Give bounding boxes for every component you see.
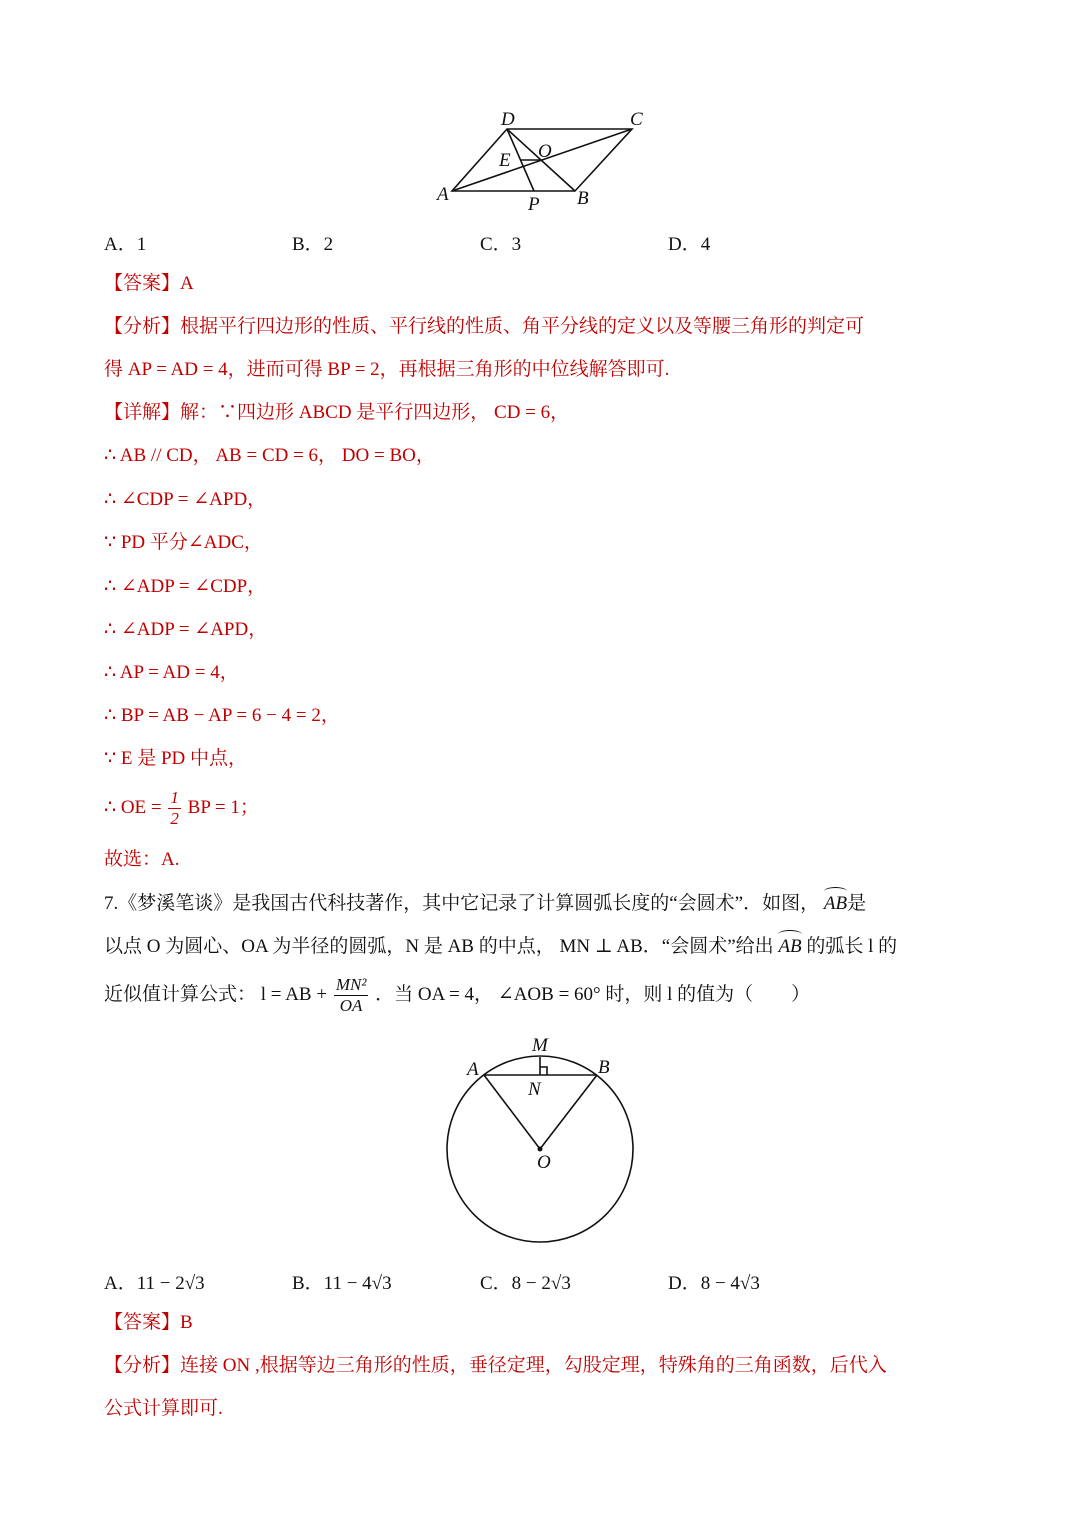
q7-line-1 [104,891,866,917]
label-D: D [501,109,515,130]
q7-text: 是 [847,893,867,914]
q7-option-d[interactable]: D．8 − 4√3 [668,1273,760,1294]
q6-step-final [104,788,259,829]
label-B: B [598,1057,610,1078]
q6-detail-intro: 【详解】解：∵四边形 ABCD 是平行四边形， CD = 6， [104,402,570,423]
label-A: A [437,184,449,205]
label-P: P [528,194,540,215]
arc-ab [778,934,801,960]
arc-ab [824,891,847,917]
q7-analysis-line-2: 公式计算即可. [104,1398,223,1419]
denominator: OA [339,996,363,1015]
step-suffix: BP = 1； [187,796,259,818]
q7-line-2 [104,934,897,960]
step-prefix: ∴ OE = [104,796,162,818]
label-B: B [577,188,589,209]
label-E: E [499,150,511,171]
q6-step: ∴ ∠CDP = ∠APD， [104,489,267,510]
label-O: O [538,141,552,162]
q7-text: 近似值计算公式： l = AB + [104,983,328,1005]
circle-figure [0,1030,1080,1260]
q7-text: 7.《梦溪笔谈》是我国古代科技著作，其中它记录了计算圆弧长度的“会圆术”．如图， [104,893,820,914]
q6-step: ∴ ∠ADP = ∠CDP， [104,576,267,597]
q7-text: ．当 OA = 4， ∠AOB = 60° 时，则 l 的值为（ ） [375,983,811,1005]
q7-text: 的弧长 l 的 [806,936,898,957]
fraction-mn2-oa [334,975,369,1016]
q6-analysis-line-1: 【分析】根据平行四边形的性质、平行线的性质、角平分线的定义以及等腰三角形的判定可 [104,316,865,337]
q6-option-c[interactable]: C．3 [480,234,522,255]
q6-answer: 【答案】A [104,273,194,294]
fraction-one-half [168,788,181,829]
q7-answer: 【答案】B [104,1312,193,1333]
q6-choice: 故选：A. [104,849,180,870]
q7-option-b[interactable]: B．11 − 4√3 [292,1273,392,1294]
q7-option-c[interactable]: C．8 − 2√3 [480,1273,571,1294]
q7-text: 以点 O 为圆心、OA 为半径的圆弧，N 是 AB 的中点， MN ⊥ AB．“会圆术”给出 [104,936,774,957]
label-M: M [532,1035,548,1056]
q7-option-a[interactable]: A．11 − 2√3 [104,1273,205,1294]
label-N: N [528,1079,541,1100]
q6-step: ∴ BP = AB − AP = 6 − 4 = 2， [104,705,340,726]
q6-step: ∴ AB // CD， AB = CD = 6， DO = BO， [104,445,435,466]
parallelogram-figure [0,0,1080,220]
numerator: MN² [335,975,367,994]
q6-option-a[interactable]: A．1 [104,234,147,255]
denominator: 2 [170,809,179,828]
arc-ab-text: AB [823,893,848,914]
label-A: A [467,1059,479,1080]
q6-analysis-line-2: 得 AP = AD = 4，进而可得 BP = 2，再根据三角形的中位线解答即可. [104,359,670,380]
q6-option-d[interactable]: D．4 [668,234,711,255]
label-O: O [537,1152,551,1173]
q6-option-b[interactable]: B．2 [292,234,334,255]
numerator: 1 [170,788,179,807]
q6-step: ∴ ∠ADP = ∠APD， [104,619,268,640]
q6-step: ∵ PD 平分∠ADC， [104,532,263,553]
q7-analysis-line-1: 【分析】连接 ON ,根据等边三角形的性质，垂径定理，勾股定理，特殊角的三角函数，后代入 [104,1355,887,1376]
q7-line-3 [104,975,810,1016]
label-C: C [630,109,643,130]
arc-ab-text: AB [778,936,802,957]
q6-step: ∵ E 是 PD 中点， [104,748,247,769]
q6-step: ∴ AP = AD = 4， [104,662,239,683]
